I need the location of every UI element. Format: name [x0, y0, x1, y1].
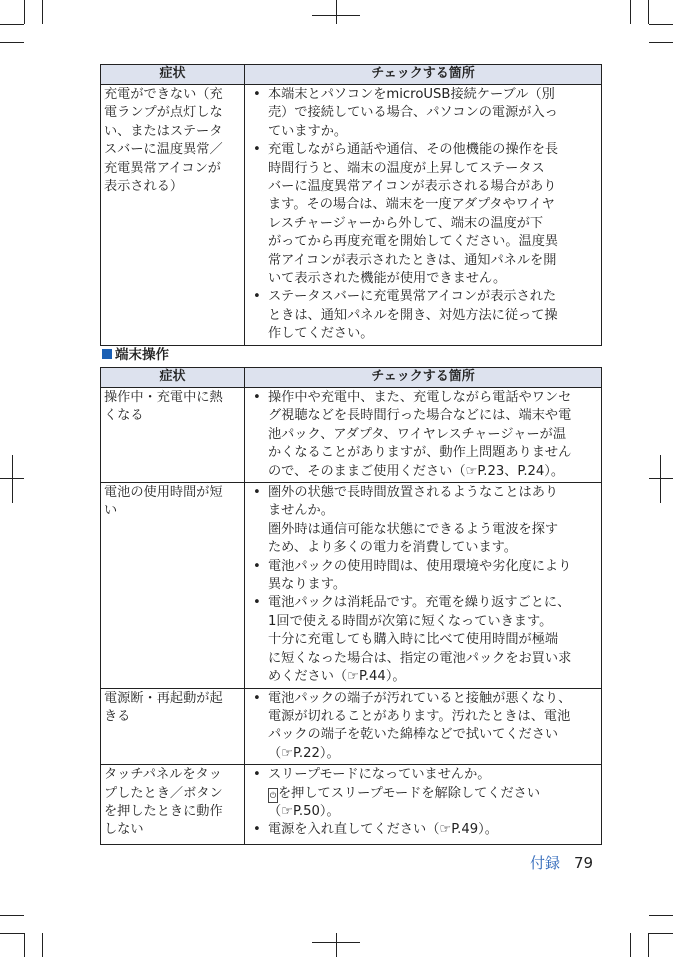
symptom-cell: 電源断・再起動が起 きる	[101, 688, 245, 765]
header-check: チェックする箇所	[245, 65, 602, 85]
check-item: • 電池パックは消耗品です。充電を繰り返すごとに、 1回で使える時間が次第に短くなっていきます。 十分に充電しても購入時に比べて使用時間が極端 に短くなった場合は、指定の電池パックをお買い求 めください（☞P.44）。	[268, 594, 598, 686]
crop-mark	[649, 915, 673, 916]
crop-mark	[24, 0, 25, 24]
crop-mark	[649, 478, 673, 479]
crop-mark	[0, 24, 24, 25]
crop-mark	[0, 42, 24, 43]
check-item: • 電源を入れ直してください（☞P.49）。	[268, 821, 598, 839]
symptom-cell: 操作中・充電中に熱 くなる	[101, 388, 245, 483]
page-footer	[530, 852, 593, 873]
crop-mark	[336, 0, 337, 24]
check-item: • 操作中や充電中、また、充電しながら電話やワンセ グ視聴などを長時間行った場合などには、端末や電 池パック、アダプタ、ワイヤレスチャージャーが温 かくなることがありますが、動作上問題ありません ので、そのままご使用ください（☞P.23、P.24）。	[268, 389, 598, 481]
check-line: （☞P.50）。	[268, 803, 340, 819]
table-row	[101, 85, 602, 346]
check-item: • 圏外の状態で長時間放置されるようなことはあり ませんか。 圏外時は通信可能な状態にできるよう電波を探す ため、より多くの電力を消費しています。	[268, 484, 598, 558]
table-row	[101, 388, 602, 483]
device-operation-table	[100, 367, 602, 845]
crop-mark	[649, 42, 673, 43]
crop-mark	[630, 933, 631, 957]
check-cell	[245, 388, 602, 483]
table-row	[101, 765, 602, 845]
charging-troubleshoot-table	[100, 64, 602, 346]
header-check: チェックする箇所	[245, 368, 602, 388]
crop-mark	[648, 933, 649, 957]
crop-mark	[0, 915, 24, 916]
symptom-cell: 充電ができない（充 電ランプが点灯しな い、またはステータ スバーに温度異常／ 充電異常アイコンが 表示される）	[101, 85, 245, 346]
page-number: 79	[574, 854, 594, 872]
power-key-icon: ⏻	[268, 788, 278, 803]
check-item: • 電池パックの使用時間は、使用環境や劣化度により 異なります。	[268, 558, 598, 595]
table-header-row	[101, 368, 602, 388]
check-item: • 充電しながら通話や通信、その他機能の操作を長 時間行うと、端末の温度が上昇してステータス バーに温度異常アイコンが表示される場合があり ます。その場合は、端末を一度アダプタやワイヤ レスチャージャーから外して、端末の温度が下 がってから再度充電を開始してください。温度異 常アイコンが表示されたときは、通知パネルを開 いて表示された機能が使用できません。	[268, 141, 598, 288]
header-symptom: 症状	[101, 65, 245, 85]
crop-mark	[336, 933, 337, 957]
crop-mark	[648, 0, 649, 24]
crop-mark	[42, 933, 43, 957]
crop-mark	[0, 933, 24, 934]
crop-mark	[12, 455, 13, 503]
check-cell	[245, 483, 602, 688]
check-cell	[245, 765, 602, 845]
header-symptom: 症状	[101, 368, 245, 388]
symptom-cell: タッチパネルをタッ プしたとき／ボタン を押したときに動作 しない	[101, 765, 245, 845]
check-item: • ステータスバーに充電異常アイコンが表示された ときは、通知パネルを開き、対処方法に従って操 作してください。	[268, 288, 598, 343]
check-line: スリープモードになっていませんか。	[268, 767, 491, 783]
footer-section: 付録	[530, 854, 561, 872]
check-line: を押してスリープモードを解除してください	[278, 785, 541, 801]
check-item: • 電池パックの端子が汚れていると接触が悪くなり、 電源が切れることがあります。汚れたときは、電池 パックの端子を乾いた綿棒などで拭いてください （☞P.22）。	[268, 690, 598, 764]
crop-mark	[660, 455, 661, 503]
check-cell	[245, 85, 602, 346]
symptom-cell: 電池の使用時間が短 い	[101, 483, 245, 688]
section-title: 端末操作	[115, 347, 169, 363]
crop-mark	[649, 933, 673, 934]
check-cell	[245, 688, 602, 765]
crop-mark	[630, 0, 631, 24]
table-row	[101, 483, 602, 688]
table-row	[101, 688, 602, 765]
square-bullet-icon	[102, 349, 112, 359]
section-heading	[102, 343, 169, 363]
table-header-row	[101, 65, 602, 85]
check-item: • 本端末とパソコンをmicroUSB接続ケーブル（別 売）で接続している場合、パソコンの電源が入っ ていますか。	[268, 86, 598, 141]
crop-mark	[24, 933, 25, 957]
check-item	[268, 766, 598, 821]
crop-mark	[649, 24, 673, 25]
crop-mark	[42, 0, 43, 24]
